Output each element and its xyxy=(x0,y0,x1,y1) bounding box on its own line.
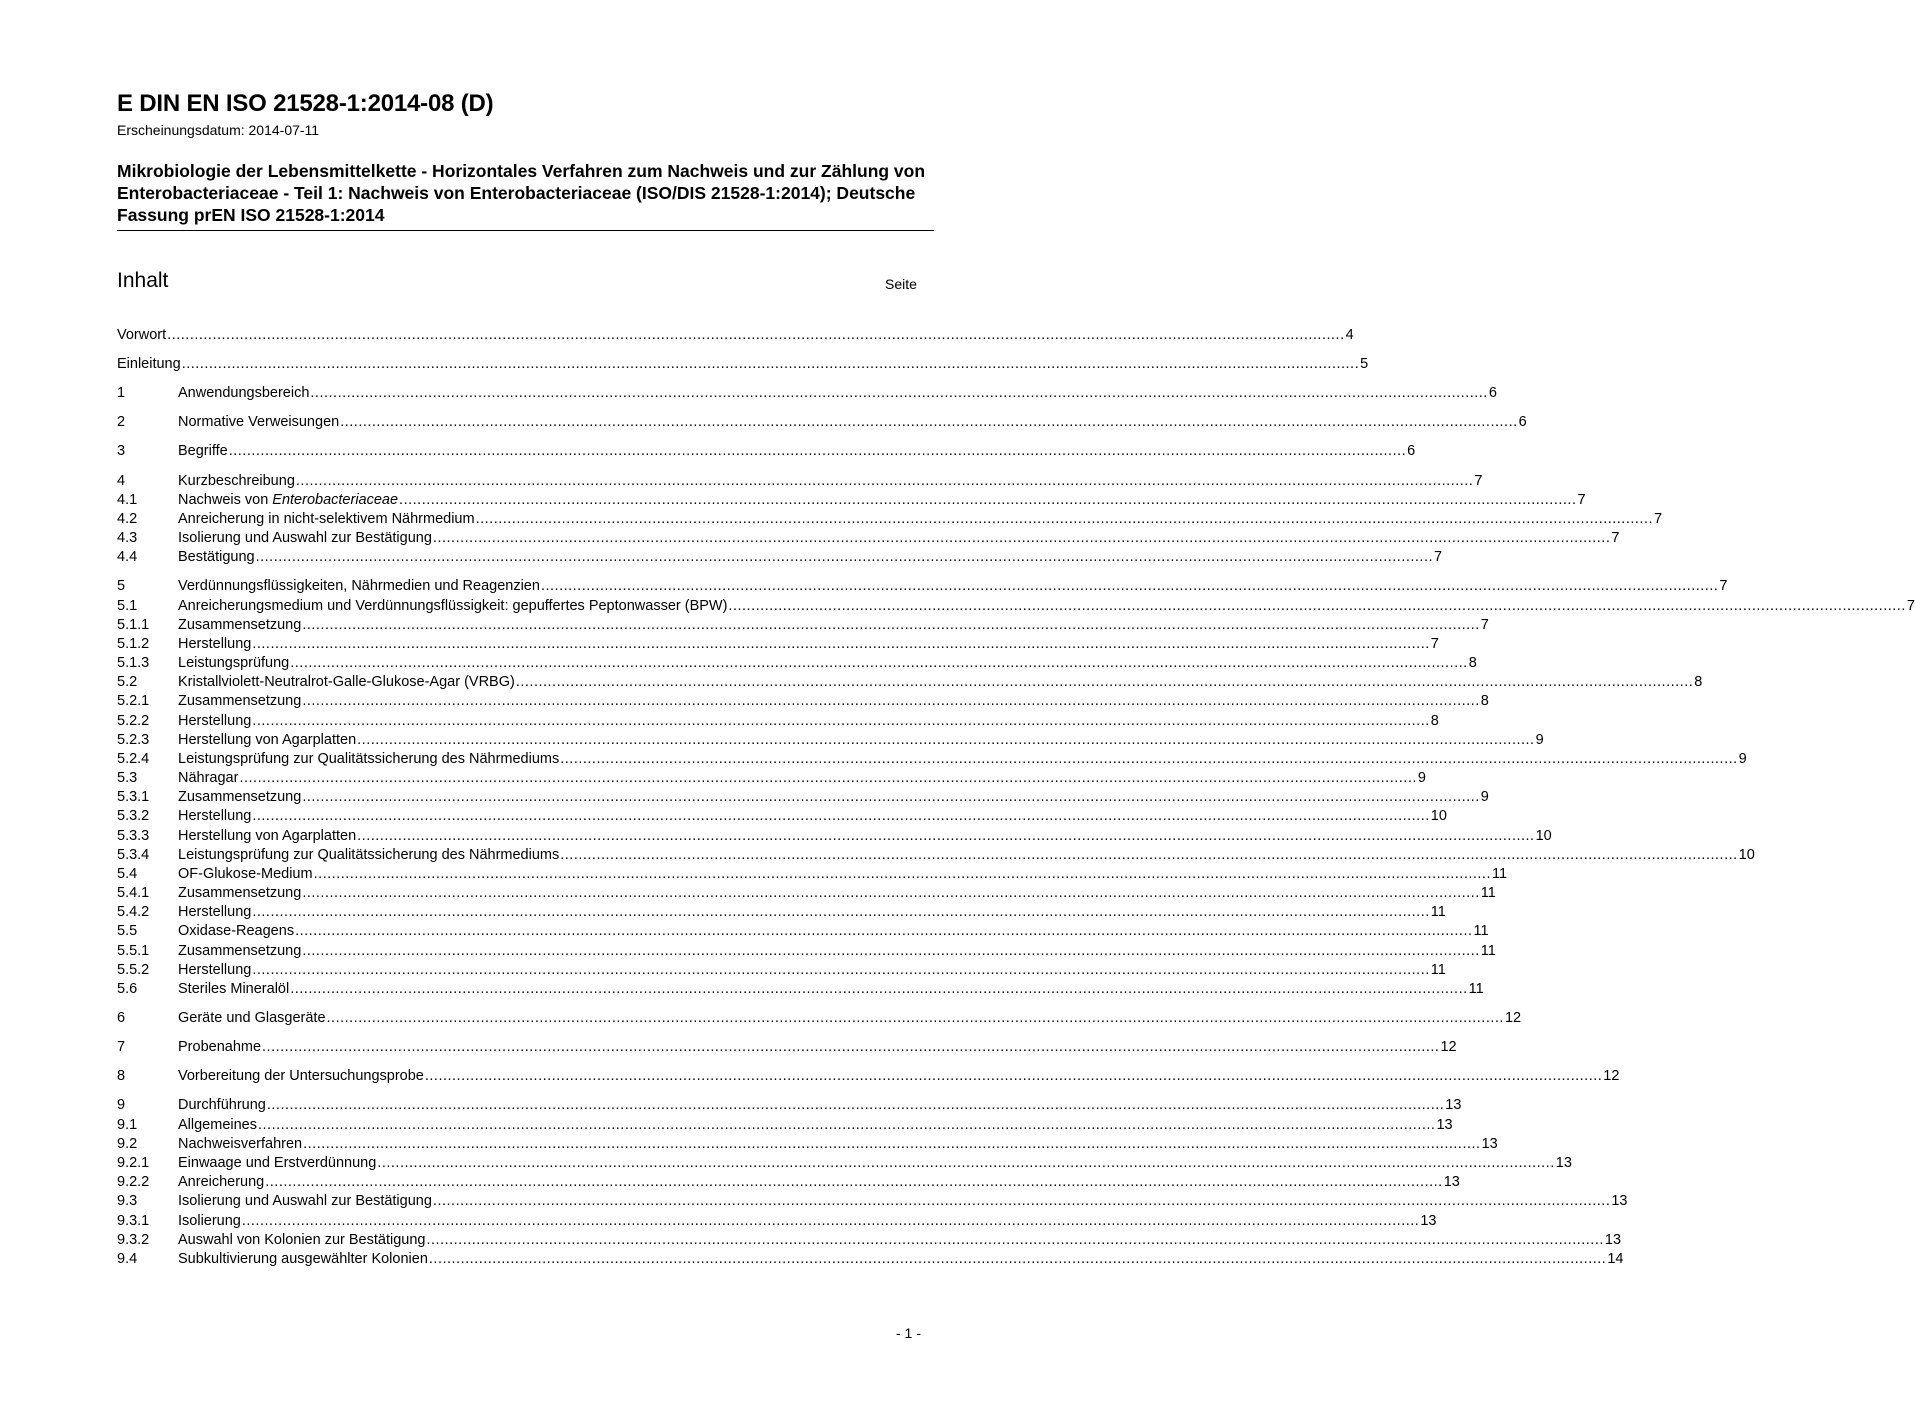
toc-entry-title-text: Anreicherung xyxy=(178,1174,265,1190)
toc-dot-leader: .................................................................................................................................................................................................................................................................... xyxy=(426,1232,1604,1248)
toc-entry-title-text: Herstellung xyxy=(178,636,252,652)
page-number: - 1 - xyxy=(896,1325,921,1341)
toc-entry[interactable] xyxy=(117,616,1489,635)
toc-dot-leader: .................................................................................................................................................................................................................................................................... xyxy=(432,1193,1611,1209)
toc-entry[interactable] xyxy=(117,548,1443,567)
toc-entry[interactable] xyxy=(117,635,1439,654)
toc-entry-title xyxy=(178,1212,241,1231)
toc-entry-title xyxy=(178,548,255,567)
toc-entry-number: 5.2.4 xyxy=(117,751,150,767)
toc-entry-page: 13 xyxy=(1604,1232,1622,1248)
toc-dot-leader: .................................................................................................................................................................................................................................................................... xyxy=(265,1174,1443,1190)
toc-entry-page: 11 xyxy=(1480,885,1496,901)
toc-entry-title xyxy=(178,980,289,999)
toc-entry-title-text: Nachweisverfahren xyxy=(178,1136,303,1152)
toc-entry[interactable] xyxy=(117,961,1446,980)
toc-entry-title-text: Herstellung xyxy=(178,962,252,978)
toc-entry[interactable] xyxy=(117,326,1354,345)
toc-dot-leader: .................................................................................................................................................................................................................................................................... xyxy=(167,327,1345,343)
toc-entry-page: 4 xyxy=(1345,327,1354,343)
toc-entry-number: 7 xyxy=(117,1039,126,1055)
toc-entry-page: 11 xyxy=(1430,962,1446,978)
toc-entry-title xyxy=(178,413,339,432)
toc-entry[interactable] xyxy=(117,807,1447,826)
toc-dot-leader: .................................................................................................................................................................................................................................................................... xyxy=(302,789,1480,805)
toc-entry-number: 9.4 xyxy=(117,1251,138,1267)
toc-entry-title xyxy=(178,1192,432,1211)
toc-entry-title-text: Vorbereitung der Untersuchungsprobe xyxy=(178,1068,424,1084)
toc-entry-number: 5 xyxy=(117,578,126,594)
toc-entry-title xyxy=(178,731,356,750)
toc-entry-title xyxy=(178,616,301,635)
toc-entry-number: 9.2.1 xyxy=(117,1155,150,1171)
toc-entry-number: 5.3.2 xyxy=(117,808,150,824)
toc-entry[interactable] xyxy=(117,903,1446,922)
toc-entry-title-text: Leistungsprüfung zur Qualitätssicherung des Nährmediums xyxy=(178,751,560,767)
toc-entry-title-text: Vorwort xyxy=(117,327,167,343)
toc-entry-title xyxy=(178,1067,424,1086)
toc-entry-number: 5.3 xyxy=(117,770,138,786)
toc-dot-leader: .................................................................................................................................................................................................................................................................... xyxy=(181,356,1360,372)
toc-entry-title xyxy=(178,788,301,807)
toc-entry[interactable] xyxy=(117,942,1496,961)
toc-entry[interactable] xyxy=(117,355,1369,374)
toc-entry-title-text: Geräte und Glasgeräte xyxy=(178,1010,326,1026)
toc-entry-title-text: OF-Glukose-Medium xyxy=(178,866,313,882)
toc-entry[interactable] xyxy=(117,654,1477,673)
toc-entry-title xyxy=(178,1154,376,1173)
toc-entry-page: 13 xyxy=(1611,1193,1628,1209)
toc-entry-title-text: Herstellung xyxy=(178,808,252,824)
toc-entry[interactable] xyxy=(117,865,1508,884)
toc-entry-title-text: Normative Verweisungen xyxy=(178,414,340,430)
toc-entry[interactable] xyxy=(117,442,1416,461)
toc-entry[interactable] xyxy=(117,1135,1498,1154)
toc-entry-number: 1 xyxy=(117,385,126,401)
toc-entry[interactable] xyxy=(117,1116,1453,1135)
toc-entry-title-text: Allgemeines xyxy=(178,1117,257,1133)
toc-dot-leader: .................................................................................................................................................................................................................................................................... xyxy=(290,655,1468,671)
toc-entry-title-text: Herstellung von Agarplatten xyxy=(178,828,357,844)
toc-entry-number: 9 xyxy=(117,1097,126,1113)
toc-entry-title-text: Verdünnungsflüssigkeiten, Nährmedien und Reagenzien xyxy=(178,578,540,594)
toc-entry[interactable] xyxy=(117,884,1496,903)
toc-entry-title-text: Durchführung xyxy=(178,1097,266,1113)
toc-entry-number: 6 xyxy=(117,1010,126,1026)
toc-entry-title-text: Probenahme xyxy=(178,1039,262,1055)
toc-entry-page: 7 xyxy=(1906,598,1915,614)
toc-dot-leader: .................................................................................................................................................................................................................................................................... xyxy=(252,636,1430,652)
toc-entry-page: 10 xyxy=(1430,808,1447,824)
toc-entry-title xyxy=(178,1116,257,1135)
toc-entry-number: 5.4.2 xyxy=(117,904,150,920)
toc-entry-title-text: Zusammensetzung xyxy=(178,943,302,959)
toc-entry-page: 8 xyxy=(1430,713,1439,729)
toc-dot-leader: .................................................................................................................................................................................................................................................................... xyxy=(399,492,1577,508)
toc-entry-title xyxy=(178,529,432,548)
toc-entry-title-text: Anreicherungsmedium und Verdünnungsflüssigkeit: gepuffertes Peptonwasser (BPW) xyxy=(178,598,728,614)
toc-entry-number: 9.3.1 xyxy=(117,1213,150,1229)
toc-entry-page: 13 xyxy=(1481,1136,1498,1152)
toc-entry-title xyxy=(178,635,251,654)
toc-entry-title xyxy=(178,712,251,731)
toc-dot-leader: .................................................................................................................................................................................................................................................................... xyxy=(432,530,1611,546)
toc-entry-page: 7 xyxy=(1577,492,1586,508)
toc-entry-page: 9 xyxy=(1417,770,1426,786)
toc-dot-leader: .................................................................................................................................................................................................................................................................... xyxy=(326,1010,1504,1026)
toc-dot-leader: .................................................................................................................................................................................................................................................................... xyxy=(377,1155,1555,1171)
toc-dot-leader: .................................................................................................................................................................................................................................................................... xyxy=(255,549,1434,565)
toc-entry[interactable] xyxy=(117,673,1703,692)
toc-entry[interactable] xyxy=(117,1231,1622,1250)
toc-entry-title-text: Isolierung und Auswahl zur Bestätigung xyxy=(178,530,432,546)
toc-entry-number: 5.6 xyxy=(117,981,138,997)
toc-entry-title-text: Bestätigung xyxy=(178,549,255,565)
toc-entry-title xyxy=(178,884,301,903)
toc-entry-title-text: Kurzbeschreibung xyxy=(178,473,295,489)
toc-entry-title-text: Herstellung von Agarplatten xyxy=(178,732,357,748)
toc-page-column-label: Seite xyxy=(885,276,917,292)
toc-entry-title xyxy=(178,491,398,510)
toc-heading: Inhalt xyxy=(117,269,169,292)
toc-dot-leader: .................................................................................................................................................................................................................................................................... xyxy=(290,981,1468,997)
toc-entry-page: 13 xyxy=(1445,1097,1462,1113)
toc-dot-leader: .................................................................................................................................................................................................................................................................... xyxy=(475,511,1654,527)
toc-entry-number: 5.1 xyxy=(117,598,138,614)
toc-entry-page: 7 xyxy=(1434,549,1443,565)
toc-dot-leader: .................................................................................................................................................................................................................................................................... xyxy=(302,617,1480,633)
toc-entry-title-text: Steriles Mineralöl xyxy=(178,981,290,997)
toc-entry-title xyxy=(178,1038,261,1057)
toc-dot-leader: .................................................................................................................................................................................................................................................................... xyxy=(560,751,1738,767)
toc-entry-page: 9 xyxy=(1738,751,1747,767)
toc-entry[interactable] xyxy=(117,1154,1572,1173)
toc-entry[interactable] xyxy=(117,1173,1460,1192)
toc-entry-title xyxy=(178,1250,428,1269)
toc-entry-title-text: Isolierung xyxy=(178,1213,241,1229)
toc-entry-number: 5.1.2 xyxy=(117,636,150,652)
toc-entry[interactable] xyxy=(117,491,1586,510)
toc-dot-leader: .................................................................................................................................................................................................................................................................... xyxy=(252,808,1430,824)
toc-entry-title xyxy=(117,355,181,374)
toc-entry-title xyxy=(117,326,166,345)
toc-entry[interactable] xyxy=(117,769,1426,788)
toc-dot-leader: .................................................................................................................................................................................................................................................................... xyxy=(310,385,1488,401)
toc-entry[interactable] xyxy=(117,1212,1437,1231)
toc-entry-title-text: Leistungsprüfung xyxy=(178,655,290,671)
toc-entry-page: 11 xyxy=(1473,923,1489,939)
toc-entry-title xyxy=(178,1096,266,1115)
toc-entry-title-text: Subkultivierung ausgewählter Kolonien xyxy=(178,1251,428,1267)
toc-entry-page: 7 xyxy=(1430,636,1439,652)
toc-dot-leader: .................................................................................................................................................................................................................................................................... xyxy=(357,828,1535,844)
toc-entry-title-text: Isolierung und Auswahl zur Bestätigung xyxy=(178,1193,432,1209)
toc-entry-title-text: Anwendungsbereich xyxy=(178,385,310,401)
title-divider xyxy=(117,230,934,231)
toc-entry-page: 11 xyxy=(1480,943,1496,959)
toc-entry-page: 7 xyxy=(1480,617,1489,633)
toc-entry-number: 9.3.2 xyxy=(117,1232,150,1248)
toc-entry-title xyxy=(178,807,251,826)
toc-entry-number: 5.2 xyxy=(117,674,138,690)
toc-entry[interactable] xyxy=(117,1250,1624,1269)
toc-entry-number: 5.2.2 xyxy=(117,713,150,729)
toc-entry-title-italic: Enterobacteriaceae xyxy=(272,492,399,508)
toc-dot-leader: .................................................................................................................................................................................................................................................................... xyxy=(252,904,1430,920)
toc-entry[interactable] xyxy=(117,712,1439,731)
toc-dot-leader: .................................................................................................................................................................................................................................................................... xyxy=(252,713,1430,729)
toc-dot-leader: .................................................................................................................................................................................................................................................................... xyxy=(295,923,1473,939)
toc-entry-page: 5 xyxy=(1360,356,1369,372)
toc-entry-page: 12 xyxy=(1440,1039,1457,1055)
toc-entry-number: 3 xyxy=(117,443,126,459)
toc-entry[interactable] xyxy=(117,384,1497,403)
toc-entry-number: 5.5.1 xyxy=(117,943,150,959)
toc-entry-title xyxy=(178,597,727,616)
toc-entry-title-text: Herstellung xyxy=(178,904,252,920)
toc-entry-number: 4.3 xyxy=(117,530,138,546)
toc-entry-page: 6 xyxy=(1488,385,1497,401)
toc-entry-title-text: Kristallviolett-Neutralrot-Galle-Glukose-Agar (VRBG) xyxy=(178,674,515,690)
toc-entry-number: 5.3.4 xyxy=(117,847,150,863)
toc-entry-number: 2 xyxy=(117,414,126,430)
toc-entry-page: 7 xyxy=(1611,530,1620,546)
toc-entry-page: 8 xyxy=(1694,674,1703,690)
toc-entry-title-text: Herstellung xyxy=(178,713,252,729)
toc-entry-number: 4.2 xyxy=(117,511,138,527)
toc-entry-number: 5.2.1 xyxy=(117,693,150,709)
toc-entry[interactable] xyxy=(117,922,1489,941)
toc-entry-number: 4.1 xyxy=(117,492,138,508)
toc-entry[interactable] xyxy=(117,1009,1522,1028)
document-title: Mikrobiologie der Lebensmittelkette - Horizontales Verfahren zum Nachweis und zur Zählung von Enterobacteriaceae - Teil 1: Nachweis von Enterobacteriaceae (ISO/DIS 21528-1:2014); Deutsche Fassung prEN ISO 21528-1:2014 xyxy=(117,161,926,225)
toc-dot-leader: .................................................................................................................................................................................................................................................................... xyxy=(303,1136,1481,1152)
toc-entry-title xyxy=(178,673,515,692)
toc-entry-title-text: Begriffe xyxy=(178,443,228,459)
toc-entry[interactable] xyxy=(117,597,1915,616)
toc-entry-number: 9.3 xyxy=(117,1193,138,1209)
toc-dot-leader: .................................................................................................................................................................................................................................................................... xyxy=(515,674,1694,690)
toc-entry[interactable] xyxy=(117,529,1620,548)
toc-dot-leader: .................................................................................................................................................................................................................................................................... xyxy=(266,1097,1445,1113)
toc-entry-number: 9.2 xyxy=(117,1136,138,1152)
toc-entry-number: 4 xyxy=(117,473,126,489)
toc-dot-leader: .................................................................................................................................................................................................................................................................... xyxy=(428,1251,1607,1267)
toc-entry[interactable] xyxy=(117,1192,1628,1211)
toc-entry-title xyxy=(178,865,313,884)
toc-entry-number: 9.1 xyxy=(117,1117,138,1133)
toc-entry-title xyxy=(178,961,251,980)
toc-entry-number: 5.1.3 xyxy=(117,655,150,671)
toc-entry-title-text: Nachweis von xyxy=(178,492,273,508)
toc-entry-title-text: Einleitung xyxy=(117,356,181,372)
toc-entry[interactable] xyxy=(117,788,1489,807)
toc-dot-leader: .................................................................................................................................................................................................................................................................... xyxy=(302,943,1480,959)
toc-entry-number: 5.5 xyxy=(117,923,138,939)
toc-dot-leader: .................................................................................................................................................................................................................................................................... xyxy=(258,1117,1436,1133)
toc-dot-leader: .................................................................................................................................................................................................................................................................... xyxy=(313,866,1491,882)
toc-entry-page: 14 xyxy=(1607,1251,1624,1267)
toc-dot-leader: .................................................................................................................................................................................................................................................................... xyxy=(228,443,1407,459)
toc-entry-page: 11 xyxy=(1430,904,1446,920)
toc-entry-title xyxy=(178,922,294,941)
toc-entry[interactable] xyxy=(117,510,1663,529)
toc-dot-leader: .................................................................................................................................................................................................................................................................... xyxy=(357,732,1535,748)
publication-date: Erscheinungsdatum: 2014-07-11 xyxy=(117,122,320,138)
toc-entry-page: 10 xyxy=(1738,847,1755,863)
toc-entry-page: 6 xyxy=(1518,414,1527,430)
toc-entry[interactable] xyxy=(117,472,1483,491)
toc-entry[interactable] xyxy=(117,1096,1462,1115)
toc-entry-page: 10 xyxy=(1535,828,1552,844)
toc-entry-page: 13 xyxy=(1420,1213,1437,1229)
toc-entry-number: 5.2.3 xyxy=(117,732,150,748)
toc-entry[interactable] xyxy=(117,750,1747,769)
toc-dot-leader: .................................................................................................................................................................................................................................................................... xyxy=(728,598,1906,614)
toc-dot-leader: .................................................................................................................................................................................................................................................................... xyxy=(302,693,1480,709)
toc-entry-number: 5.3.1 xyxy=(117,789,150,805)
toc-entry-page: 13 xyxy=(1555,1155,1572,1171)
toc-dot-leader: .................................................................................................................................................................................................................................................................... xyxy=(295,473,1474,489)
toc-entry-title xyxy=(178,903,251,922)
toc-dot-leader: .................................................................................................................................................................................................................................................................... xyxy=(262,1039,1440,1055)
toc-dot-leader: .................................................................................................................................................................................................................................................................... xyxy=(424,1068,1603,1084)
toc-entry-page: 7 xyxy=(1654,511,1663,527)
toc-dot-leader: .................................................................................................................................................................................................................................................................... xyxy=(340,414,1518,430)
toc-entry-page: 8 xyxy=(1468,655,1477,671)
toc-entry-title xyxy=(178,750,559,769)
toc-entry-title xyxy=(178,654,289,673)
toc-entry-title xyxy=(178,384,309,403)
toc-entry-page: 13 xyxy=(1443,1174,1460,1190)
toc-entry-number: 5.1.1 xyxy=(117,617,150,633)
document-id: E DIN EN ISO 21528-1:2014-08 (D) xyxy=(117,90,494,117)
toc-entry[interactable] xyxy=(117,731,1544,750)
toc-entry-number: 5.4.1 xyxy=(117,885,150,901)
toc-entry-title xyxy=(178,510,475,529)
toc-entry-number: 4.4 xyxy=(117,549,138,565)
toc-entry-number: 9.2.2 xyxy=(117,1174,150,1190)
toc-entry-page: 7 xyxy=(1474,473,1483,489)
toc-entry-title-text: Zusammensetzung xyxy=(178,617,302,633)
toc-dot-leader: .................................................................................................................................................................................................................................................................... xyxy=(241,1213,1420,1229)
toc-entry[interactable] xyxy=(117,827,1552,846)
toc-entry-number: 5.3.3 xyxy=(117,828,150,844)
toc-dot-leader: .................................................................................................................................................................................................................................................................... xyxy=(540,578,1719,594)
toc-entry-title-text: Oxidase-Reagens xyxy=(178,923,295,939)
toc-dot-leader: .................................................................................................................................................................................................................................................................... xyxy=(239,770,1417,786)
toc-entry-title xyxy=(178,577,540,596)
toc-entry-title xyxy=(178,1009,326,1028)
toc-entry[interactable] xyxy=(117,692,1489,711)
toc-entry[interactable] xyxy=(117,1067,1620,1086)
toc-entry-number: 5.5.2 xyxy=(117,962,150,978)
toc-entry-page: 9 xyxy=(1535,732,1544,748)
toc-entry-page: 6 xyxy=(1407,443,1416,459)
toc-entry-title xyxy=(178,942,301,961)
toc-dot-leader: .................................................................................................................................................................................................................................................................... xyxy=(252,962,1430,978)
toc-entry-page: 12 xyxy=(1603,1068,1620,1084)
toc-entry-title-text: Nähragar xyxy=(178,770,239,786)
toc-entry[interactable] xyxy=(117,1038,1457,1057)
toc-entry-page: 13 xyxy=(1436,1117,1453,1133)
toc-entry[interactable] xyxy=(117,413,1527,432)
toc-entry-page: 12 xyxy=(1504,1010,1522,1026)
toc-entry-title xyxy=(178,1231,425,1250)
toc-entry-title xyxy=(178,472,295,491)
toc-dot-leader: .................................................................................................................................................................................................................................................................... xyxy=(302,885,1480,901)
toc-entry-title xyxy=(178,442,228,461)
toc-entry-number: 5.4 xyxy=(117,866,138,882)
toc-entry-title-text: Einwaage und Erstverdünnung xyxy=(178,1155,377,1171)
toc-entry-number: 8 xyxy=(117,1068,126,1084)
toc-entry-title xyxy=(178,1173,264,1192)
toc-entry-title-text: Leistungsprüfung zur Qualitätssicherung des Nährmediums xyxy=(178,847,560,863)
toc-entry-title xyxy=(178,1135,302,1154)
toc-entry-title xyxy=(178,827,356,846)
toc-entry-title-text: Zusammensetzung xyxy=(178,885,302,901)
toc-entry-title xyxy=(178,692,301,711)
toc-entry-page: 8 xyxy=(1480,693,1489,709)
toc-entry-page: 7 xyxy=(1719,578,1728,594)
toc-entry-page: 9 xyxy=(1480,789,1489,805)
toc-entry-page: 11 xyxy=(1468,981,1484,997)
toc-entry-title xyxy=(178,846,559,865)
toc-entry-title-text: Auswahl von Kolonien zur Bestätigung xyxy=(178,1232,426,1248)
toc-entry-title-text: Anreicherung in nicht-selektivem Nährmedium xyxy=(178,511,475,527)
toc-entry-page: 11 xyxy=(1492,866,1508,882)
toc-entry-title xyxy=(178,769,238,788)
toc-dot-leader: .................................................................................................................................................................................................................................................................... xyxy=(560,847,1738,863)
toc-entry-title-text: Zusammensetzung xyxy=(178,693,302,709)
toc-entry[interactable] xyxy=(117,980,1484,999)
toc-entry[interactable] xyxy=(117,846,1755,865)
toc-entry-title-text: Zusammensetzung xyxy=(178,789,302,805)
toc-entry[interactable] xyxy=(117,577,1728,596)
